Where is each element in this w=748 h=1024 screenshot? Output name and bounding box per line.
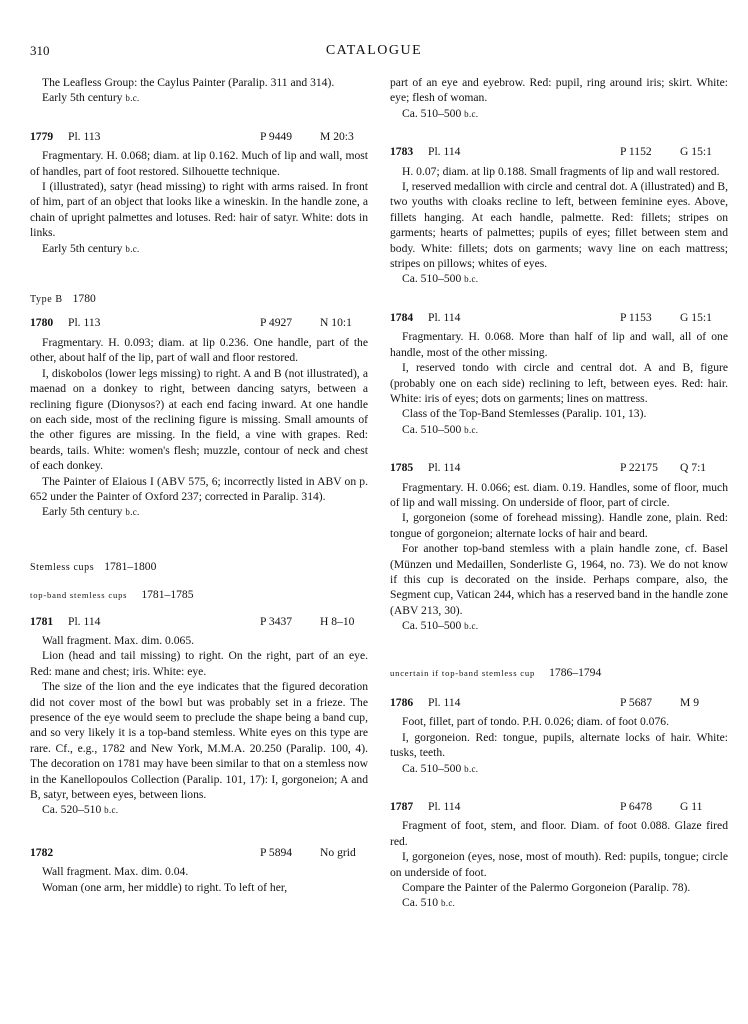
entry-1779-header (30, 129, 368, 144)
catalogue-number: 1782 (30, 845, 54, 859)
plate-ref: Pl. 114 (68, 614, 101, 628)
plate-ref: Pl. 114 (428, 800, 461, 814)
left-column (30, 75, 368, 895)
entry-1786-condition: Foot, fillet, part of tondo. P.H. 0.026; diam. of foot 0.076. (402, 715, 669, 729)
intro-date: Early 5th century b.c. (42, 91, 140, 105)
grid-ref: M 20:3 (320, 129, 354, 143)
entry-1787-condition: Fragment of foot, stem, and floor. Diam. of foot 0.088. Glaze fired red. (390, 819, 728, 848)
inventory-number: P 9449 (260, 129, 293, 143)
entry-1783-date: Ca. 510–500 b.c. (402, 272, 479, 286)
inventory-number: P 1152 (620, 145, 652, 159)
entry-1781-header (30, 614, 368, 629)
catalogue-number: 1780 (30, 316, 54, 330)
entry-1781-date: Ca. 520–510 b.c. (42, 803, 119, 817)
catalogue-number: 1786 (390, 696, 414, 709)
catalogue-number: 1785 (390, 461, 414, 475)
grid-ref: Q 7:1 (680, 461, 707, 475)
entry-1785-condition: Fragmentary. H. 0.066; est. diam. 0.19. Handles, some of floor, much of lip and wall missing. On underside of floor, part of circle. (390, 480, 728, 509)
entry-1779-description: I (illustrated), satyr (head missing) to right with arms raised. In front of him, part of an object that looks like a wineskin. In the handle zone, a chain of upright palmettes and lotuses. Red: hair of satyr. White: dots in links. (30, 180, 368, 240)
entry-1780-condition: Fragmentary. H. 0.093; diam. at lip 0.236. One handle, part of the other, about half of the lip, part of wall and floor restored. (30, 335, 368, 365)
entry-1780-description: I, diskobolos (lower legs missing) to right. A and B (not illustrated), a maenad on a donkey to right, between dancing satyrs, between a reclining figure (Dionysos?) at each end facing inward. At one handle on each side, most of the reclining figure is missing. Small amounts of the other figures are missing. In the field, a vine with grapes. Red: beards, tails. White: women's flesh; muzzle, contour of neck and chest of each donkey. (30, 366, 368, 473)
entry-1784-date: Ca. 510–500 b.c. (402, 422, 479, 436)
entry-1780-attribution: The Painter of Elaious I (ABV 575, 6; incorrectly listed in ABV on p. 652 under the Painter of Oxford 237; corrected in Paralip. 314). (30, 474, 368, 503)
entry-1780-date: Early 5th century b.c. (42, 505, 140, 519)
catalogue-number: 1779 (30, 129, 54, 143)
entry-1781-description: Lion (head and tail missing) to right. On the right, part of an eye. Red: mane and chest; iris. White: eye. (30, 649, 368, 678)
entry-1782-description: Woman (one arm, her middle) to right. To left of her, (42, 880, 288, 894)
entry-1787-header (390, 799, 728, 814)
subsection-heading-uncertain: uncertain if top-band stemless cup 1786–1794 (390, 665, 602, 679)
plate-ref: Pl. 114 (428, 696, 461, 709)
entry-1787-description: I, gorgoneion (eyes, nose, most of mouth). Red: pupils, tongue; circle on underside of foot. (390, 850, 728, 879)
inventory-number: P 4927 (260, 316, 293, 330)
catalogue-number: 1783 (390, 145, 414, 159)
inventory-number: P 6478 (620, 800, 653, 814)
entry-1785-header (390, 460, 728, 475)
entry-1779-condition: Fragmentary. H. 0.068; diam. at lip 0.162. Much of lip and wall, most of handles, part of foot restored. Silhouette technique. (30, 149, 368, 178)
catalogue-number: 1784 (390, 310, 414, 324)
entry-1787-date: Ca. 510 b.c. (402, 896, 456, 910)
section-heading-stemless-cups: Stemless cups 1781–1800 (30, 559, 157, 573)
grid-ref: M 9 (680, 696, 700, 709)
entry-1784-attribution: Class of the Top-Band Stemlesses (Paralip. 101, 13). (402, 407, 647, 421)
inventory-number: P 3437 (260, 614, 293, 628)
catalogue-number: 1781 (30, 614, 54, 628)
grid-ref: G 11 (680, 800, 703, 814)
plate-ref: Pl. 113 (68, 129, 101, 143)
grid-ref: N 10:1 (320, 316, 352, 330)
inventory-number: P 5687 (620, 696, 653, 709)
right-column (390, 75, 728, 912)
grid-ref: No grid (320, 845, 356, 859)
entry-1779-date: Early 5th century b.c. (42, 241, 140, 255)
inventory-number: P 5894 (260, 845, 293, 859)
grid-ref: H 8–10 (320, 614, 355, 628)
inventory-number: P 22175 (620, 461, 658, 475)
intro-attribution: The Leafless Group: the Caylus Painter (Paralip. 311 and 314). (42, 76, 335, 89)
entry-1782-continuation: part of an eye and eyebrow. Red: pupil, ring around iris; skirt. White: eye; flesh of woman. (390, 76, 728, 105)
plate-ref: Pl. 114 (428, 145, 461, 159)
entry-1783-condition: H. 0.07; diam. at lip 0.188. Small fragments of lip and wall restored. (402, 164, 720, 178)
entry-1785-date: Ca. 510–500 b.c. (402, 619, 479, 633)
page-number: 310 (30, 43, 50, 58)
subsection-heading-top-band: top-band stemless cups 1781–1785 (30, 588, 194, 602)
grid-ref: G 15:1 (680, 310, 712, 324)
plate-ref: Pl. 114 (428, 461, 461, 475)
entry-1782-date: Ca. 510–500 b.c. (402, 106, 479, 120)
entry-1787-comparison: Compare the Painter of the Palermo Gorgoneion (Paralip. 78). (402, 881, 691, 895)
entry-1780-header (30, 315, 368, 330)
entry-1782-condition: Wall fragment. Max. dim. 0.04. (42, 865, 189, 879)
entry-1781-discussion: The size of the lion and the eye indicates that the figured decoration did not cover most of the bowl but was probably set in a frieze. The presence of the eye would seem to preclude the shape being a band cup, and so very likely it is a top-band stemless. White eyes on this type are rare. Cf., e.g., 1782 and New York, M.M.A. 20.250 (Paralip. 100, 4). The decoration on 1781 may have been similar to that on a stemless now in the Kanellopoulos Collection (Paralip. 101, 17): I, gorgoneion; A and B, satyr, between eyes, between lions. (30, 680, 368, 802)
entry-1782-header (30, 845, 368, 860)
grid-ref: G 15:1 (680, 145, 712, 159)
entry-1784-condition: Fragmentary. H. 0.068. More than half of lip and wall, all of one handle, most of the other missing. (390, 330, 728, 359)
section-heading-type-b: Type B 1780 (30, 292, 96, 306)
catalogue-number: 1787 (390, 800, 414, 814)
running-head: CATALOGUE (325, 43, 423, 58)
entry-1784-description: I, reserved tondo with circle and central dot. A and B, figure (probably one on each side) reclining to left, between eyes. Red: hair. White: iris of eyes; dots on garments; lines on mattress. (390, 361, 728, 405)
entry-1783-header (390, 144, 728, 159)
entry-1785-discussion: For another top-band stemless with a plain handle zone, cf. Basel (Münzen und Medaillen, Sonderliste G, 1964, no. 73). We do not know if this cup is decorated on the inside. Perhaps compare, also, the Segment cup, Vatican 244, which has a reserved band in the handle zone (ABV 213, 30). (390, 542, 728, 617)
entry-1784-header (390, 310, 728, 325)
entry-1786-header (390, 695, 728, 710)
entry-1785-description: I, gorgoneion (some of forehead missing). Handle zone, plain. Red: tongue of gorgoneion; alternate locks of hair and beard. (390, 511, 728, 540)
plate-ref: Pl. 113 (68, 316, 101, 330)
entry-1786-date: Ca. 510–500 b.c. (402, 761, 479, 775)
entry-1781-condition: Wall fragment. Max. dim. 0.065. (42, 633, 195, 647)
inventory-number: P 1153 (620, 310, 652, 324)
entry-1783-description: I, reserved medallion with circle and central dot. A (illustrated) and B, two youths with cloaks recline to left, between feminine eyes. Above, fillets hanging. At each handle, palmette. Red: fillets; stripes on garments; hearts of palmettes; pupils of eyes; fillet between stem and body. White: fillets; dots on garments; wavy line on each mattress; stripes on pillows; whites of eyes. (390, 180, 728, 271)
plate-ref: Pl. 114 (428, 310, 461, 324)
entry-1786-description: I, gorgoneion. Red: tongue, pupils, alternate locks of hair. White: tusks, teeth. (390, 730, 728, 760)
